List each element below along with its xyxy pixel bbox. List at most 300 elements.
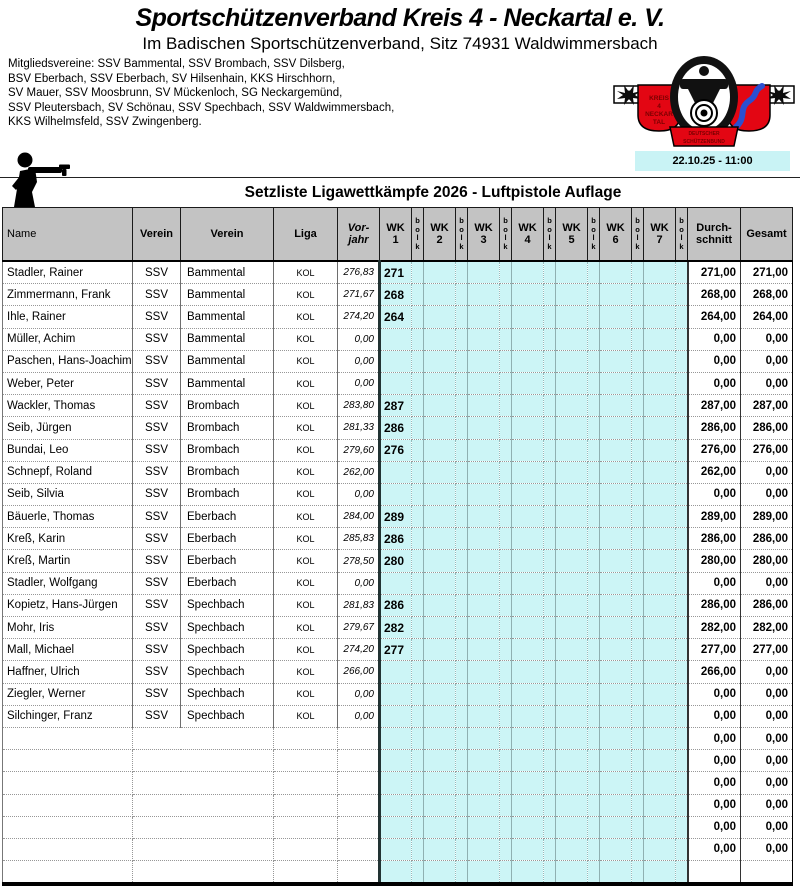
cell-name: Zimmermann, Frank [3, 284, 133, 306]
cell-durchschnitt: 268,00 [688, 284, 741, 306]
cell-wk3 [468, 506, 500, 528]
cell-bolk2 [456, 861, 468, 885]
cell-bolk3 [500, 461, 512, 483]
cell-verein-prefix: SSV [133, 594, 181, 616]
cell-bolk7 [676, 284, 688, 306]
cell-bolk5 [588, 772, 600, 794]
cell-bolk4 [544, 794, 556, 816]
cell-wk5 [556, 350, 588, 372]
cell-wk2 [424, 261, 456, 284]
cell-wk2 [424, 572, 456, 594]
cell-wk2 [424, 483, 456, 505]
cell-wk2 [424, 461, 456, 483]
cell-wk2 [424, 683, 456, 705]
cell-liga: KOL [274, 395, 338, 417]
column-header-wk2: WK 2 [424, 208, 456, 262]
cell-name: Mall, Michael [3, 639, 133, 661]
cell-bolk4 [544, 617, 556, 639]
cell-bolk4 [544, 372, 556, 394]
cell-liga: KOL [274, 483, 338, 505]
column-header-gesamt: Gesamt [741, 208, 793, 262]
cell-bolk6 [632, 727, 644, 749]
cell-bolk5 [588, 461, 600, 483]
cell-verein-prefix: SSV [133, 483, 181, 505]
cell-gesamt: 286,00 [741, 417, 793, 439]
cell-wk6 [600, 661, 632, 683]
cell-gesamt: 0,00 [741, 727, 793, 749]
cell-vorjahr: 274,20 [338, 306, 380, 328]
cell-verein-prefix: SSV [133, 284, 181, 306]
cell-bolk5 [588, 550, 600, 572]
cell-wk4 [512, 639, 544, 661]
cell-wk5 [556, 639, 588, 661]
cell-wk7 [644, 483, 676, 505]
cell-wk4 [512, 439, 544, 461]
cell-bolk5 [588, 639, 600, 661]
cell-bolk4 [544, 550, 556, 572]
cell-name: Haffner, Ulrich [3, 661, 133, 683]
cell-bolk7 [676, 306, 688, 328]
cell-wk1: 264 [380, 306, 412, 328]
cell-wk4 [512, 572, 544, 594]
cell-bolk4 [544, 528, 556, 550]
cell-verein-name: Spechbach [181, 705, 274, 727]
cell-bolk3 [500, 528, 512, 550]
cell-wk3 [468, 306, 500, 328]
cell-bolk1 [412, 639, 424, 661]
cell-verein-name: Bammental [181, 372, 274, 394]
cell-liga: KOL [274, 705, 338, 727]
cell-gesamt: 286,00 [741, 528, 793, 550]
table-row [3, 372, 793, 394]
cell-wk1 [380, 816, 412, 838]
column-header-bolk: b o l k [588, 208, 600, 262]
cell-wk5 [556, 395, 588, 417]
cell-verein-name: Bammental [181, 350, 274, 372]
association-crest-logo [613, 55, 795, 149]
cell-wk5 [556, 816, 588, 838]
cell-verein-prefix: SSV [133, 683, 181, 705]
cell-wk2 [424, 594, 456, 616]
cell-wk7 [644, 284, 676, 306]
cell-verein-prefix: SSV [133, 395, 181, 417]
cell-bolk3 [500, 727, 512, 749]
cell-bolk1 [412, 372, 424, 394]
cell-vorjahr [338, 861, 380, 885]
cell-bolk3 [500, 705, 512, 727]
cell-bolk2 [456, 661, 468, 683]
cell-wk6 [600, 417, 632, 439]
cell-bolk5 [588, 617, 600, 639]
cell-wk4 [512, 328, 544, 350]
cell-bolk2 [456, 750, 468, 772]
cell-verein-name: Bammental [181, 284, 274, 306]
cell-gesamt [741, 861, 793, 885]
cell-bolk5 [588, 705, 600, 727]
cell-vorjahr: 0,00 [338, 350, 380, 372]
cell-wk5 [556, 727, 588, 749]
cell-bolk6 [632, 461, 644, 483]
cell-wk1 [380, 372, 412, 394]
cell-wk1 [380, 483, 412, 505]
cell-bolk6 [632, 594, 644, 616]
cell-wk2 [424, 328, 456, 350]
cell-wk7 [644, 350, 676, 372]
cell-gesamt: 0,00 [741, 683, 793, 705]
cell-bolk4 [544, 594, 556, 616]
cell-wk6 [600, 439, 632, 461]
cell-bolk5 [588, 528, 600, 550]
cell-verein-prefix: SSV [133, 417, 181, 439]
cell-wk7 [644, 506, 676, 528]
table-row [3, 661, 793, 683]
cell-bolk4 [544, 683, 556, 705]
table-row [3, 639, 793, 661]
cell-wk2 [424, 816, 456, 838]
table-row [3, 550, 793, 572]
cell-wk3 [468, 772, 500, 794]
cell-bolk4 [544, 772, 556, 794]
cell-gesamt: 0,00 [741, 350, 793, 372]
cell-gesamt: 287,00 [741, 395, 793, 417]
cell-wk4 [512, 661, 544, 683]
cell-gesamt: 286,00 [741, 594, 793, 616]
cell-wk5 [556, 617, 588, 639]
cell-wk3 [468, 483, 500, 505]
cell-bolk6 [632, 550, 644, 572]
cell-name [3, 816, 133, 838]
cell-durchschnitt: 286,00 [688, 528, 741, 550]
cell-bolk4 [544, 838, 556, 860]
cell-bolk2 [456, 506, 468, 528]
cell-bolk6 [632, 772, 644, 794]
cell-bolk1 [412, 461, 424, 483]
cell-wk3 [468, 284, 500, 306]
cell-wk1 [380, 861, 412, 885]
cell-bolk2 [456, 794, 468, 816]
cell-verein-name: Brombach [181, 395, 274, 417]
cell-wk6 [600, 284, 632, 306]
cell-wk7 [644, 395, 676, 417]
cell-bolk1 [412, 350, 424, 372]
cell-bolk7 [676, 617, 688, 639]
crest-icon [613, 55, 795, 149]
cell-wk6 [600, 328, 632, 350]
cell-bolk1 [412, 727, 424, 749]
table-row [3, 506, 793, 528]
cell-name: Weber, Peter [3, 372, 133, 394]
cell-wk3 [468, 727, 500, 749]
cell-wk7 [644, 727, 676, 749]
column-header-bolk: b o l k [544, 208, 556, 262]
cell-bolk7 [676, 705, 688, 727]
cell-wk6 [600, 550, 632, 572]
cell-verein-name: Brombach [181, 461, 274, 483]
cell-wk4 [512, 550, 544, 572]
table-row [3, 483, 793, 505]
cell-wk5 [556, 594, 588, 616]
cell-bolk5 [588, 372, 600, 394]
cell-bolk2 [456, 261, 468, 284]
cell-wk4 [512, 461, 544, 483]
cell-bolk3 [500, 750, 512, 772]
cell-durchschnitt: 282,00 [688, 617, 741, 639]
cell-bolk1 [412, 705, 424, 727]
cell-durchschnitt: 0,00 [688, 838, 741, 860]
table-row [3, 461, 793, 483]
cell-name: Stadler, Rainer [3, 261, 133, 284]
cell-wk7 [644, 594, 676, 616]
cell-wk4 [512, 838, 544, 860]
cell-bolk7 [676, 506, 688, 528]
cell-wk5 [556, 683, 588, 705]
cell-liga: KOL [274, 572, 338, 594]
cell-gesamt: 271,00 [741, 261, 793, 284]
cell-bolk4 [544, 506, 556, 528]
cell-durchschnitt: 0,00 [688, 372, 741, 394]
cell-gesamt: 282,00 [741, 617, 793, 639]
cell-wk3 [468, 861, 500, 885]
cell-gesamt: 268,00 [741, 284, 793, 306]
cell-wk7 [644, 550, 676, 572]
column-header-wk4: WK 4 [512, 208, 544, 262]
cell-bolk7 [676, 572, 688, 594]
cell-bolk1 [412, 284, 424, 306]
cell-verein-name: Bammental [181, 261, 274, 284]
cell-wk5 [556, 483, 588, 505]
cell-wk7 [644, 572, 676, 594]
cell-bolk1 [412, 550, 424, 572]
cell-wk4 [512, 683, 544, 705]
cell-bolk2 [456, 328, 468, 350]
cell-bolk1 [412, 306, 424, 328]
cell-verein-prefix: SSV [133, 617, 181, 639]
column-header-liga: Liga [274, 208, 338, 262]
svg-text:NECKAR: NECKAR [645, 111, 673, 118]
table-row [3, 572, 793, 594]
cell-liga [274, 838, 338, 860]
table-body [3, 261, 793, 884]
cell-wk2 [424, 617, 456, 639]
cell-wk4 [512, 372, 544, 394]
cell-durchschnitt [688, 861, 741, 885]
cell-bolk5 [588, 395, 600, 417]
cell-liga [274, 750, 338, 772]
cell-wk4 [512, 528, 544, 550]
cell-wk6 [600, 306, 632, 328]
cell-verein-prefix: SSV [133, 372, 181, 394]
cell-liga: KOL [274, 683, 338, 705]
cell-wk4 [512, 772, 544, 794]
cell-name [3, 750, 133, 772]
cell-wk2 [424, 439, 456, 461]
cell-bolk4 [544, 395, 556, 417]
table-row [3, 816, 793, 838]
cell-verein-name: Spechbach [181, 683, 274, 705]
cell-vorjahr: 279,67 [338, 617, 380, 639]
cell-bolk4 [544, 306, 556, 328]
column-header-bolk: b o l k [632, 208, 644, 262]
cell-bolk3 [500, 395, 512, 417]
cell-bolk4 [544, 727, 556, 749]
cell-verein-prefix: SSV [133, 639, 181, 661]
cell-bolk7 [676, 661, 688, 683]
cell-verein-prefix: SSV [133, 350, 181, 372]
cell-verein-prefix: SSV [133, 306, 181, 328]
cell-durchschnitt: 289,00 [688, 506, 741, 528]
svg-text:SCHÜTZENBUND: SCHÜTZENBUND [683, 139, 725, 145]
cell-wk2 [424, 417, 456, 439]
cell-wk2 [424, 705, 456, 727]
cell-wk1 [380, 683, 412, 705]
table-row [3, 617, 793, 639]
cell-wk5 [556, 284, 588, 306]
cell-vorjahr: 281,83 [338, 594, 380, 616]
cell-bolk3 [500, 350, 512, 372]
cell-wk2 [424, 284, 456, 306]
cell-liga [274, 816, 338, 838]
cell-bolk5 [588, 483, 600, 505]
cell-wk3 [468, 328, 500, 350]
member-clubs-list [8, 57, 438, 130]
cell-bolk3 [500, 284, 512, 306]
cell-wk2 [424, 772, 456, 794]
cell-vorjahr: 274,20 [338, 639, 380, 661]
cell-wk1: 268 [380, 284, 412, 306]
cell-bolk3 [500, 794, 512, 816]
cell-bolk6 [632, 838, 644, 860]
cell-bolk5 [588, 306, 600, 328]
cell-name [3, 772, 133, 794]
cell-wk2 [424, 838, 456, 860]
cell-durchschnitt: 0,00 [688, 328, 741, 350]
cell-bolk7 [676, 750, 688, 772]
cell-wk3 [468, 395, 500, 417]
cell-bolk5 [588, 838, 600, 860]
cell-wk7 [644, 528, 676, 550]
cell-bolk3 [500, 550, 512, 572]
cell-bolk4 [544, 572, 556, 594]
cell-bolk1 [412, 506, 424, 528]
cell-wk6 [600, 705, 632, 727]
cell-wk1: 276 [380, 439, 412, 461]
cell-verein-prefix: SSV [133, 705, 181, 727]
cell-bolk6 [632, 284, 644, 306]
cell-wk7 [644, 661, 676, 683]
cell-wk5 [556, 705, 588, 727]
cell-wk3 [468, 550, 500, 572]
cell-bolk3 [500, 261, 512, 284]
cell-vorjahr: 0,00 [338, 372, 380, 394]
cell-wk2 [424, 639, 456, 661]
cell-wk5 [556, 528, 588, 550]
cell-name [3, 794, 133, 816]
page-subtitle: Im Badischen Sportschützenverband, Sitz 74931 Waldwimmersbach [142, 34, 658, 53]
cell-gesamt: 264,00 [741, 306, 793, 328]
cell-wk1 [380, 661, 412, 683]
cell-wk6 [600, 528, 632, 550]
cell-wk4 [512, 705, 544, 727]
cell-wk2 [424, 550, 456, 572]
cell-verein [133, 816, 274, 838]
cell-wk2 [424, 506, 456, 528]
cell-wk6 [600, 816, 632, 838]
cell-wk5 [556, 572, 588, 594]
cell-wk3 [468, 261, 500, 284]
cell-name: Wackler, Thomas [3, 395, 133, 417]
cell-bolk6 [632, 572, 644, 594]
cell-wk6 [600, 572, 632, 594]
cell-wk3 [468, 794, 500, 816]
cell-name: Ziegler, Werner [3, 683, 133, 705]
cell-wk1 [380, 350, 412, 372]
cell-verein-prefix: SSV [133, 506, 181, 528]
cell-gesamt: 276,00 [741, 439, 793, 461]
cell-name: Bundai, Leo [3, 439, 133, 461]
cell-wk7 [644, 772, 676, 794]
column-header-bolk: b o l k [676, 208, 688, 262]
svg-text:DEUTSCHER: DEUTSCHER [688, 131, 720, 137]
cell-wk2 [424, 750, 456, 772]
cell-bolk6 [632, 328, 644, 350]
cell-bolk7 [676, 439, 688, 461]
svg-text:4: 4 [657, 103, 661, 110]
cell-bolk3 [500, 661, 512, 683]
cell-wk1: 271 [380, 261, 412, 284]
cell-wk7 [644, 794, 676, 816]
cell-wk7 [644, 617, 676, 639]
cell-bolk7 [676, 261, 688, 284]
cell-vorjahr: 0,00 [338, 328, 380, 350]
cell-wk3 [468, 639, 500, 661]
cell-bolk2 [456, 439, 468, 461]
cell-bolk7 [676, 772, 688, 794]
cell-durchschnitt: 277,00 [688, 639, 741, 661]
cell-wk3 [468, 617, 500, 639]
cell-bolk5 [588, 661, 600, 683]
cell-bolk5 [588, 439, 600, 461]
cell-durchschnitt: 0,00 [688, 794, 741, 816]
setzliste-table-section [2, 178, 792, 886]
table-row [3, 528, 793, 550]
cell-bolk1 [412, 772, 424, 794]
cell-wk6 [600, 372, 632, 394]
cell-wk6 [600, 727, 632, 749]
column-header-wk7: WK 7 [644, 208, 676, 262]
setzliste-table [2, 207, 793, 886]
cell-wk3 [468, 372, 500, 394]
cell-vorjahr [338, 794, 380, 816]
cell-wk6 [600, 861, 632, 885]
cell-wk5 [556, 661, 588, 683]
print-timestamp: 22.10.25 - 11:00 [635, 151, 790, 171]
cell-wk1: 286 [380, 594, 412, 616]
column-header-name: Name [3, 208, 133, 262]
cell-wk1: 282 [380, 617, 412, 639]
svg-text:TAL: TAL [652, 119, 666, 126]
cell-wk2 [424, 306, 456, 328]
cell-name: Bäuerle, Thomas [3, 506, 133, 528]
cell-liga: KOL [274, 594, 338, 616]
cell-verein-prefix: SSV [133, 439, 181, 461]
cell-bolk7 [676, 350, 688, 372]
cell-durchschnitt: 286,00 [688, 417, 741, 439]
table-row [3, 861, 793, 885]
cell-wk7 [644, 328, 676, 350]
cell-wk4 [512, 306, 544, 328]
cell-bolk7 [676, 594, 688, 616]
cell-wk7 [644, 639, 676, 661]
